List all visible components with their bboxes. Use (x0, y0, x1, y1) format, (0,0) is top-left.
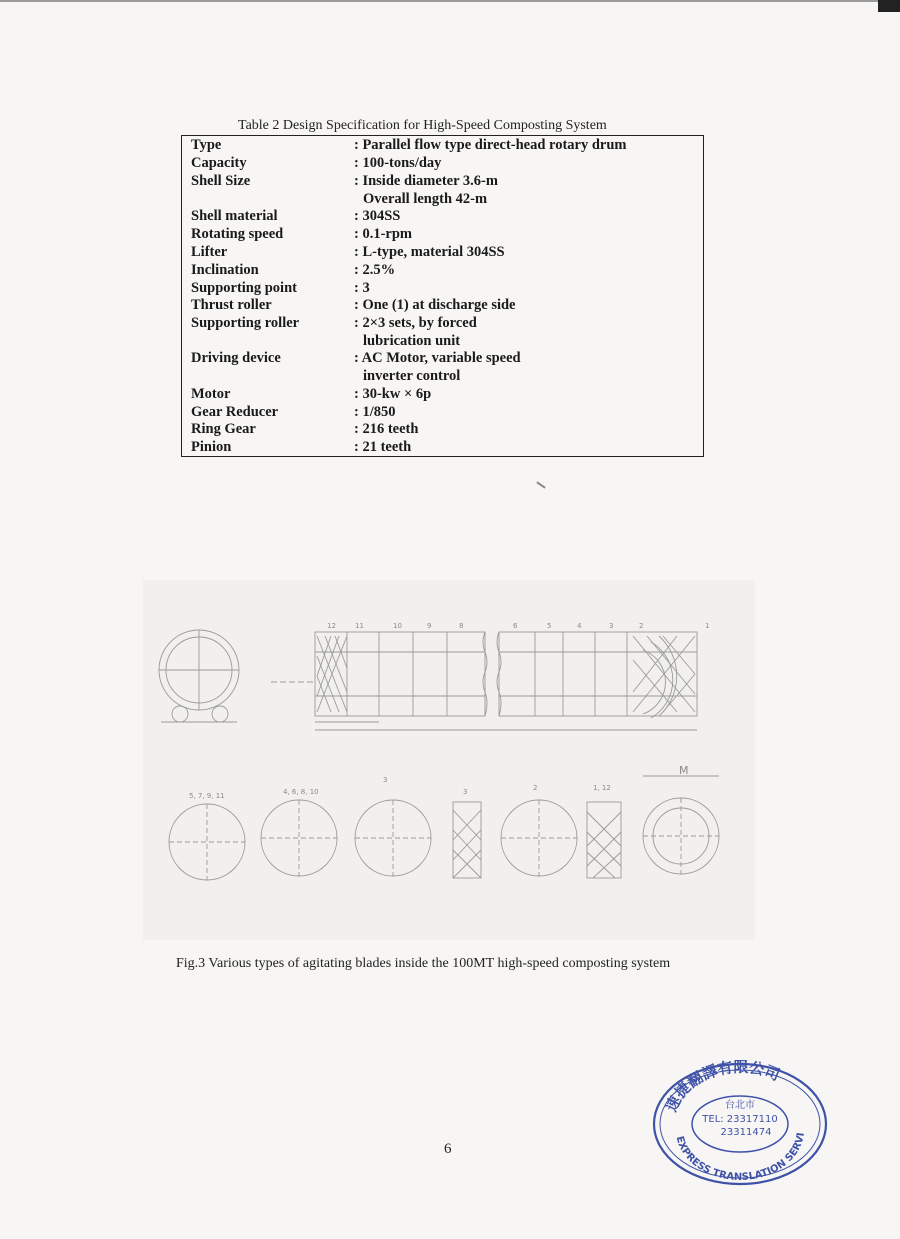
drum-label-3: 3 (609, 622, 614, 630)
drum-label-6: 6 (513, 622, 518, 630)
stamp-company-cn: 速捷翻譯有限公司 (662, 1060, 783, 1115)
spec-value: : 2.5% (354, 262, 396, 278)
spec-label: Driving device (191, 350, 281, 366)
spec-value-continuation: inverter control (363, 367, 461, 384)
spec-value-multiline (354, 173, 498, 208)
drum-hatched-ends (317, 636, 695, 718)
spec-value: : 3 (354, 280, 370, 296)
spec-value-continuation: lubrication unit (363, 332, 461, 349)
drum-label-9: 9 (427, 622, 432, 630)
scan-corner-mark (878, 0, 900, 12)
spec-label: Capacity (191, 155, 247, 171)
spec-value-multiline (354, 350, 521, 385)
spec-label: Lifter (191, 244, 228, 260)
spec-label: Supporting point (191, 280, 297, 296)
blade-label-odd: 5, 7, 9, 11 (189, 792, 225, 800)
drum-label-10: 10 (393, 622, 402, 630)
spec-label: Inclination (191, 262, 259, 278)
blade-label-1-12: 1, 12 (593, 784, 611, 792)
drum-label-11: 11 (355, 622, 364, 630)
spec-value: : L-type, material 304SS (354, 244, 505, 260)
blade-cross-sections (169, 776, 719, 880)
spec-value-continuation: Overall length 42-m (363, 190, 488, 207)
blade-label-even: 4, 6, 8, 10 (283, 788, 319, 796)
spec-value: : 304SS (354, 208, 401, 224)
stamp-tel-1: TEL: 23317110 (702, 1114, 778, 1125)
spec-value-line: : Inside diameter 3.6-m (354, 173, 498, 189)
blade-label-3: 3 (383, 776, 388, 784)
spec-label: Shell Size (191, 173, 251, 189)
drum-label-4: 4 (577, 622, 582, 630)
figure-caption: Fig.3 Various types of agitating blades inside the 100MT high-speed composting system (176, 956, 671, 971)
spec-value: : 30-kw × 6p (354, 386, 432, 402)
spec-label: Thrust roller (191, 297, 272, 313)
translation-service-stamp (650, 1060, 830, 1193)
drum-label-12: 12 (327, 622, 336, 630)
spec-value: : 100-tons/day (354, 155, 442, 171)
table-caption: Table 2 Design Specification for High-Speed Composting System (238, 118, 607, 133)
spec-value-line: : AC Motor, variable speed (354, 350, 521, 366)
drawing-svg (143, 580, 755, 940)
drum-label-2: 2 (639, 622, 644, 630)
spec-value: : One (1) at discharge side (354, 297, 516, 313)
spec-label: Type (191, 137, 222, 153)
drum-label-5: 5 (547, 622, 552, 630)
spec-label: Motor (191, 386, 231, 402)
page-top-edge (0, 0, 900, 2)
blade-label-2: 2 (533, 784, 538, 792)
stamp-svg (650, 1060, 830, 1188)
stamp-company-en: EXPRESS TRANSLATION SERVI (673, 1131, 807, 1184)
spec-label: Gear Reducer (191, 404, 279, 420)
spec-label: Rotating speed (191, 226, 284, 242)
spec-value: : 21 teeth (354, 439, 412, 455)
spec-label: Pinion (191, 439, 232, 455)
blade-label-3-side: 3 (463, 788, 468, 796)
stamp-tel-2: 23311474 (720, 1127, 772, 1138)
scan-mark (536, 481, 545, 488)
agitating-blades-drawing (143, 580, 755, 940)
spec-value: : 0.1-rpm (354, 226, 412, 242)
spec-value-line: : 2×3 sets, by forced (354, 315, 477, 331)
drum-end-view (159, 630, 239, 722)
spec-label: Supporting roller (191, 315, 300, 331)
drum-label-1: 1 (705, 622, 710, 630)
blade-label-m: M (679, 764, 689, 777)
stamp-city: 台北市 (725, 1100, 755, 1111)
spec-value: : 1/850 (354, 404, 396, 420)
spec-value: : 216 teeth (354, 421, 419, 437)
spec-value-multiline (354, 315, 477, 350)
spec-value: : Parallel flow type direct-head rotary drum (354, 137, 627, 153)
page-number: 6 (444, 1141, 452, 1157)
spec-table (181, 135, 704, 457)
drum-label-8: 8 (459, 622, 464, 630)
spec-label: Shell material (191, 208, 278, 224)
spec-label: Ring Gear (191, 421, 256, 437)
